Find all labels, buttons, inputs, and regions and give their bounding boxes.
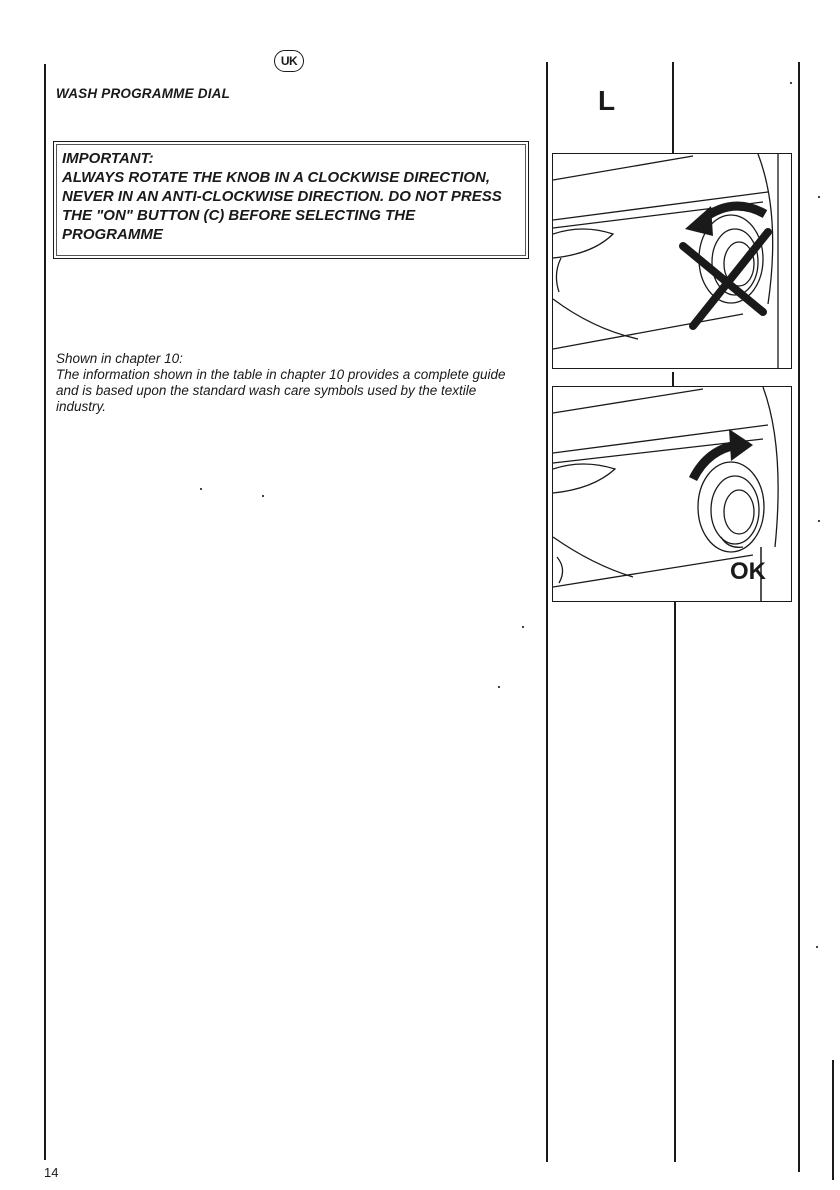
column-rule-2 (672, 62, 674, 154)
between-figures-rule (672, 372, 674, 386)
scan-speck (262, 495, 264, 497)
info-heading: Shown in chapter 10: (56, 351, 183, 366)
section-title: WASH PROGRAMME DIAL (56, 86, 231, 101)
info-paragraph: The information shown in the table in chapter 10 provides a complete guide and is based upon the standard wash care symbols used by the textile industry. (56, 367, 506, 414)
edge-rule (832, 1060, 834, 1180)
scan-speck (816, 946, 818, 948)
page-number: 14 (44, 1165, 59, 1180)
important-notice-box (53, 141, 529, 259)
knob-illustration-wrong (552, 153, 792, 369)
left-margin-rule (44, 64, 46, 1160)
column-rule-4 (798, 62, 800, 1172)
clockwise-arrow-icon (693, 429, 753, 479)
important-heading: IMPORTANT: (62, 150, 154, 167)
knob-wrong-drawing (553, 154, 792, 369)
column-rule-3 (674, 602, 676, 1162)
scan-speck (818, 196, 820, 198)
scan-speck (522, 626, 524, 628)
scan-speck (790, 82, 792, 84)
important-text: ALWAYS ROTATE THE KNOB IN A CLOCKWISE DIRECTION, NEVER IN AN ANTI-CLOCKWISE DIRECTION. DO NOT PRESS THE "ON" BUTTON (C) BEFORE SELECTING THE PROGRAMME (62, 169, 502, 243)
scan-speck (200, 488, 202, 490)
figure-label: L (598, 85, 616, 116)
ok-label: OK (730, 558, 766, 585)
scan-speck (498, 686, 500, 688)
scan-speck (818, 520, 820, 522)
column-rule-1 (546, 62, 548, 1162)
language-badge: UK (274, 50, 304, 72)
